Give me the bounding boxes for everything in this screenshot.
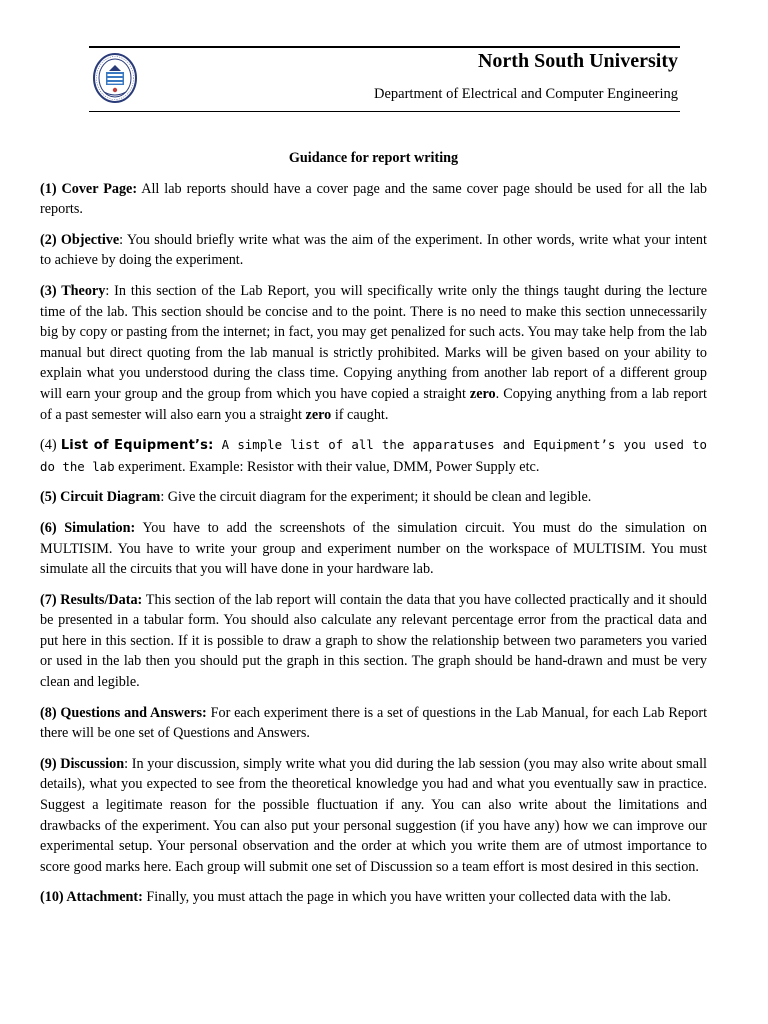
section-simulation	[40, 518, 707, 580]
section-text: : Give the circuit diagram for the experiment; it should be clean and legible.	[160, 489, 592, 506]
section-text: . Copying anything from a lab report of a past semester will also earn you a straight	[40, 385, 707, 423]
section-label: (2) Objective	[40, 231, 120, 248]
section-attachment	[40, 887, 707, 908]
section-results-data	[40, 590, 707, 693]
document-title: Guidance for report writing	[288, 150, 459, 166]
section-label: (9) Discussion	[40, 755, 125, 772]
section-circuit-diagram	[40, 487, 707, 508]
section-label: (5) Circuit Diagram	[40, 489, 161, 506]
section-questions-answers	[40, 703, 707, 744]
section-text: : You should briefly write what was the aim of the experiment. In other words, write what your intent to achieve by doing the experiment.	[40, 231, 707, 269]
section-label: (8) Questions and Answers:	[40, 704, 207, 721]
section-text: : In this section of the Lab Report, you will specifically write only the things taught during the lecture time of the lab. This section should be concise and to the point. There is no need to make this section unnecessarily big by copy or pasting from the internet; in fact, you may get penalized for such acts. You may take help from the lab manual but direct quoting from the lab manual is strictly prohibited. Marks will be given based on your ability to explain what you understood during the class time. Copying anything from another lab report of a different group will earn your group and the group from which you have copied a straight	[40, 282, 707, 402]
section-text: A simple list of all the apparatuses and Equipment’s you used to do the lab	[40, 437, 707, 474]
section-discussion	[40, 754, 707, 878]
section-text: For each experiment there is a set of questions in the Lab Manual, for each Lab Report there will be one set of Questions and Answers.	[40, 704, 708, 742]
header-bottom-rule	[89, 111, 680, 112]
section-equipment	[40, 435, 707, 477]
section-text: You have to add the screenshots of the simulation circuit. You must do the simulation on MULTISIM. You have to write your group and experiment number on the workspace of MULTISIM. You must simulate all the circuits that you will have done in your hardware lab.	[40, 519, 708, 578]
section-text: experiment. Example: Resistor with their value, DMM, Power Supply etc.	[114, 458, 540, 475]
emphasis-zero: zero	[305, 406, 332, 423]
section-number: (4)	[40, 437, 61, 454]
section-label: (7) Results/Data:	[40, 591, 143, 608]
university-name: North South University	[477, 50, 678, 72]
header-top-rule	[89, 46, 680, 48]
university-logo	[92, 52, 138, 104]
document-body	[40, 148, 707, 918]
emphasis-zero: zero	[469, 385, 496, 402]
section-label: (3) Theory	[40, 282, 106, 299]
section-text: This section of the lab report will contain the data that you have collected practically and it should be presented in a tabular form. You should also calculate any relevant percentage error from the practical data and put here in this section. If it is possible to draw a graph to show the relationship between two parameters you varied or used in the lab then you should put the graph in this section. The graph should be hand-drawn and must be very clean and legible.	[40, 591, 707, 691]
section-objective	[40, 230, 707, 271]
section-text: if caught.	[331, 406, 389, 423]
section-theory	[40, 281, 707, 425]
section-cover-page	[40, 179, 707, 220]
section-text: Finally, you must attach the page in which you have written your collected data with the lab.	[142, 889, 672, 906]
section-text: All lab reports should have a cover page and the same cover page should be used for all the lab reports.	[40, 180, 707, 218]
section-text: : In your discussion, simply write what you did during the lab session (you may also write about small details), what you expected to see from the theoretical knowledge you had and what you eventually saw in practice. Suggest a legitimate reason for the possible fluctuation if any. You can also write about the limitations and drawbacks of the experiment. You can also put your personal suggestion (if you have any) how we can improve our experimental setup. Your personal observation and the order at which you write them are of utmost importance to score good marks here. Each group will submit one set of Discussion so a team effort is most desired in this section.	[40, 755, 707, 875]
department-name: Department of Electrical and Computer Engineering	[374, 86, 678, 102]
section-label: List of Equipment’s:	[60, 438, 214, 454]
section-label: (10) Attachment:	[40, 889, 143, 906]
section-label: (6) Simulation:	[40, 519, 136, 536]
section-label: (1) Cover Page:	[40, 180, 138, 197]
